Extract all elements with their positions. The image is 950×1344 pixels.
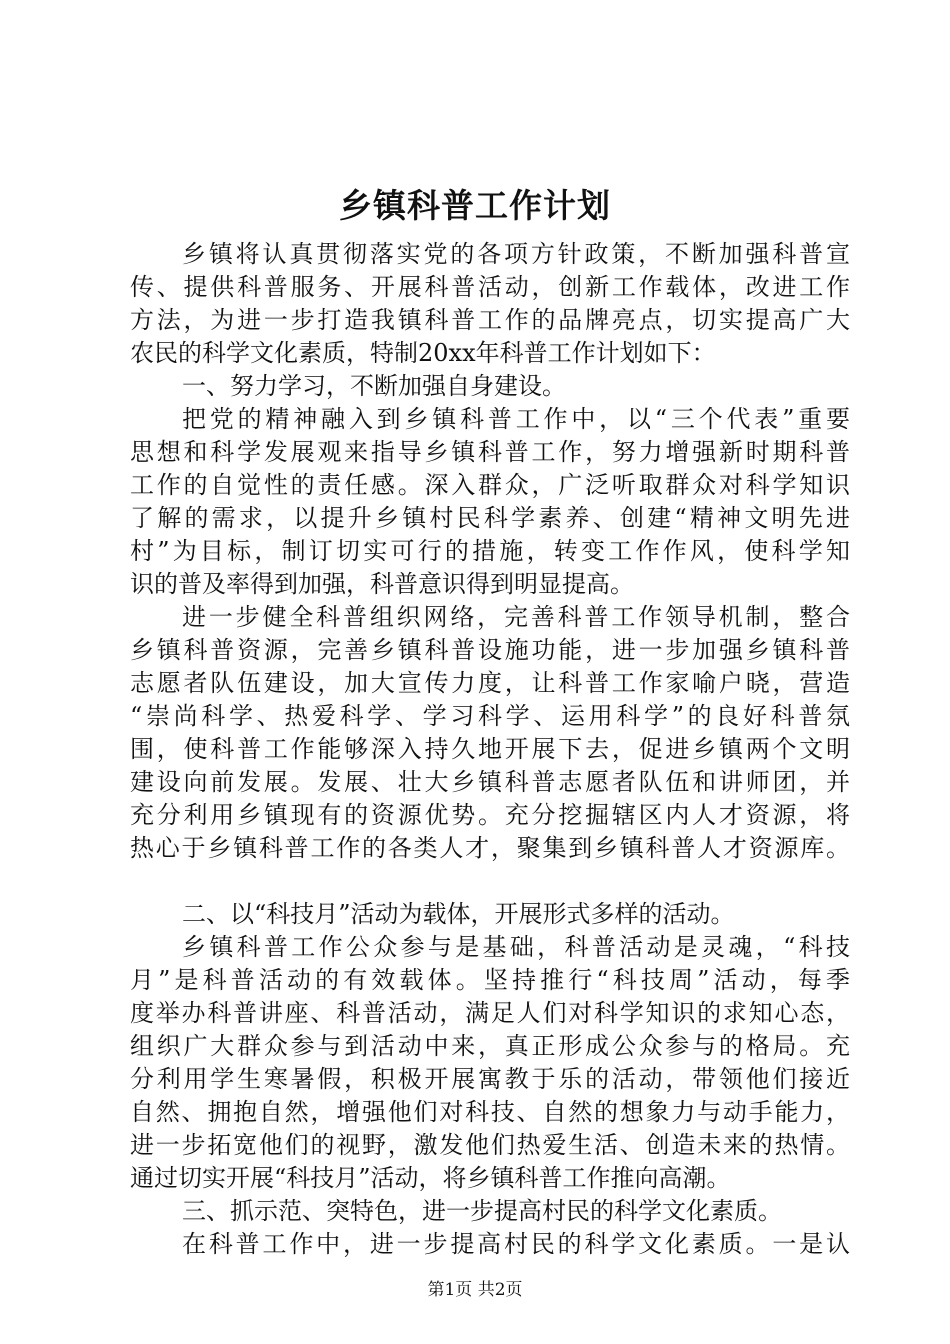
text-line: 思想和科学发展观来指导乡镇科普工作，努力增强新时期科普 [130, 438, 850, 466]
text-line: 乡镇科普工作公众参与是基础，科普活动是灵魂，“科技 [182, 933, 850, 961]
text-line: 在科普工作中，进一步提高村民的科学文化素质。一是认 [182, 1230, 850, 1258]
text-line: 热心于乡镇科普工作的各类人才，聚集到乡镇科普人才资源库。 [130, 834, 850, 862]
text-line: 围，使科普工作能够深入持久地开展下去，促进乡镇两个文明 [130, 735, 850, 763]
document-title: 乡镇科普工作计划 [339, 186, 611, 225]
text-line: 传、提供科普服务、开展科普活动，创新工作载体，改进工作 [130, 273, 850, 301]
text-line: 把党的精神融入到乡镇科普工作中，以“三个代表”重要 [182, 405, 850, 433]
text-line: 工作的自觉性的责任感。深入群众，广泛听取群众对科学知识 [130, 471, 850, 499]
text-line: 识的普及率得到加强，科普意识得到明显提高。 [130, 570, 634, 598]
text-line: 充分利用乡镇现有的资源优势。充分挖掘辖区内人才资源，将 [130, 801, 850, 829]
text-line: 进一步拓宽他们的视野，激发他们热爱生活、创造未来的热情。 [130, 1131, 850, 1159]
text-line: 村”为目标，制订切实可行的措施，转变工作作风，使科学知 [130, 537, 850, 565]
text-line: 方法，为进一步打造我镇科普工作的品牌亮点，切实提高广大 [130, 306, 850, 334]
text-line: 自然、拥抱自然，增强他们对科技、自然的想象力与动手能力， [130, 1098, 850, 1126]
text-line: 通过切实开展“科技月”活动，将乡镇科普工作推向高潮。 [130, 1164, 731, 1192]
page-number: 第1页 共2页 [427, 1280, 523, 1300]
text-line: 建设向前发展。发展、壮大乡镇科普志愿者队伍和讲师团，并 [130, 768, 850, 796]
text-line: 乡镇科普资源，完善乡镇科普设施功能，进一步加强乡镇科普 [130, 636, 850, 664]
section-heading: 一、努力学习，不断加强自身建设。 [182, 372, 566, 400]
text-line: 志愿者队伍建设，加大宣传力度，让科普工作家喻户晓，营造 [130, 669, 850, 697]
section-heading: 二、以“科技月”活动为载体，开展形式多样的活动。 [182, 900, 735, 928]
text-line: 进一步健全科普组织网络，完善科普工作领导机制，整合 [182, 603, 850, 631]
text-line: “崇尚科学、热爱科学、学习科学、运用科学”的良好科普氛 [130, 702, 850, 730]
text-line: 分利用学生寒暑假，积极开展寓教于乐的活动，带领他们接近 [130, 1065, 850, 1093]
section-heading: 三、抓示范、突特色，进一步提高村民的科学文化素质。 [182, 1197, 782, 1225]
text-line: 乡镇将认真贯彻落实党的各项方针政策，不断加强科普宣 [182, 240, 850, 268]
text-line: 了解的需求，以提升乡镇村民科学素养、创建“精神文明先进 [130, 504, 850, 532]
text-line: 组织广大群众参与到活动中来，真正形成公众参与的格局。充 [130, 1032, 850, 1060]
text-line: 月”是科普活动的有效载体。坚持推行“科技周”活动，每季 [130, 966, 850, 994]
text-line: 度举办科普讲座、科普活动，满足人们对科学知识的求知心态， [130, 999, 850, 1027]
text-line: 农民的科学文化素质，特制20xx年科普工作计划如下： [130, 339, 716, 367]
